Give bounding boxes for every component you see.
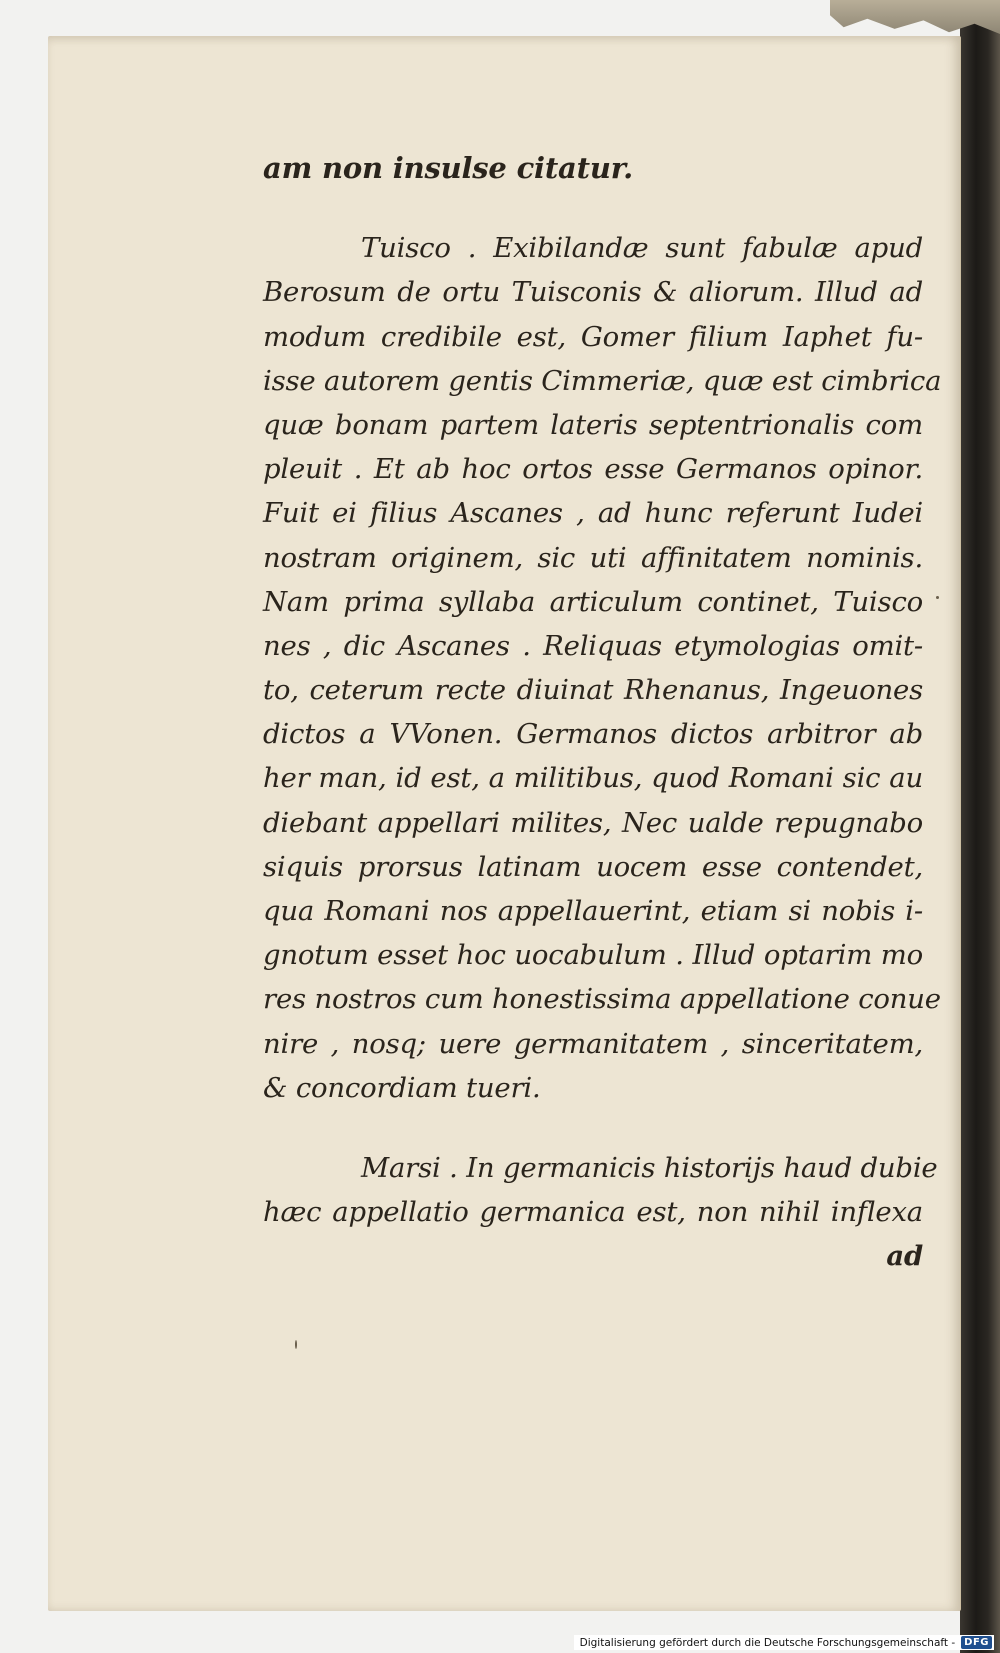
text-line: res nostros cum honestissima appellatione conue: [263, 983, 941, 1016]
text-line: pleuit . Et ab hoc ortos esse Germanos opinor.: [263, 453, 923, 486]
text-line: dictos a VVonen. Germanos dictos arbitror ab: [263, 718, 923, 751]
text-line: isse autorem gentis Cimmeriæ, quæ est cimbrica: [263, 364, 942, 397]
text-line: Berosum de ortu Tuisconis & aliorum. Illud ad: [263, 276, 923, 309]
digitization-footer: [574, 1635, 994, 1650]
text-line: nire , nosq; uere germanitatem , sinceritatem,: [263, 1027, 923, 1060]
text-line: siquis prorsus latinam uocem esse contendet,: [263, 850, 923, 883]
text-line: & concordiam tueri.: [263, 1071, 541, 1104]
catchword: ad: [886, 1240, 923, 1273]
book-edge: [960, 0, 1000, 1653]
text-line: hæc appellatio germanica est, non nihil inflexa: [263, 1196, 923, 1229]
text-line: to, ceterum recte diuinat Rhenanus, Ingeuones: [263, 674, 923, 707]
text-line: Nam prima syllaba articulum continet, Tuisco: [263, 585, 923, 618]
text-line: diebant appellari milites, Nec ualde repugnabo: [263, 806, 923, 839]
page-text: [263, 146, 942, 1279]
text-line: her man, id est, a militibus, quod Romani sic au: [263, 762, 923, 795]
text-line: quæ bonam partem lateris septentrionalis com: [263, 408, 923, 441]
text-line: Marsi . In germanicis historijs haud dubie: [361, 1151, 938, 1184]
book-page: [48, 36, 960, 1611]
text-line: Fuit ei filius Ascanes , ad hunc referunt Iudei: [263, 497, 923, 530]
paper-speck: [936, 596, 939, 599]
text-line: Tuisco . Exibilandæ sunt fabulæ apud: [361, 232, 923, 265]
text-line: nostram originem, sic uti affinitatem nominis.: [263, 541, 923, 574]
text-line: modum credibile est, Gomer filium Iaphet fu-: [263, 320, 923, 353]
text-line: qua Romani nos appellauerint, etiam si nobis i-: [263, 895, 923, 927]
text-line: gnotum esset hoc uocabulum . Illud optarim mo: [263, 939, 923, 972]
text-line: nes , dic Ascanes . Reliquas etymologias omit-: [263, 629, 923, 662]
dfg-logo-icon: DFG: [961, 1636, 992, 1649]
text-line: am non insulse citatur.: [263, 151, 634, 185]
footer-text: Digitalisierung gefördert durch die Deutsche Forschungsgemeinschaft -: [579, 1636, 956, 1649]
paper-speck: [295, 1340, 297, 1349]
